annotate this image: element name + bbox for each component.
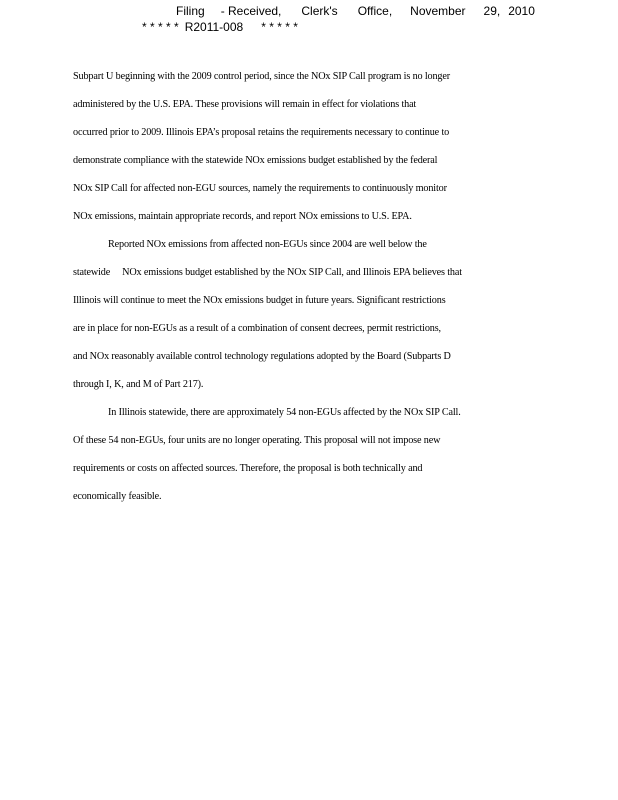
body-line: In Illinois statewide, there are approximately 54 non-EGUs affected by the NOx SIP Call. <box>108 407 461 418</box>
body-line: Reported NOx emissions from affected non-EGUs since 2004 are well below the <box>108 239 427 250</box>
stamp-word: Clerk's <box>301 4 338 18</box>
body-line: statewide NOx emissions budget established by the NOx SIP Call, and Illinois EPA believes that <box>73 267 462 278</box>
stamp-word: Filing <box>176 4 205 18</box>
body-line: NOx emissions, maintain appropriate records, and report NOx emissions to U.S. EPA. <box>73 211 412 222</box>
docket-prefix: * * * * * <box>142 20 179 34</box>
body-line: administered by the U.S. EPA. These provisions will remain in effect for violations that <box>73 99 417 110</box>
body-line: requirements or costs on affected sources. Therefore, the proposal is both technically and <box>73 463 423 474</box>
body-line: Subpart U beginning with the 2009 control period, since the NOx SIP Call program is no longer <box>73 71 450 82</box>
body-line: economically feasible. <box>73 491 162 502</box>
docket-number: R2011-008 <box>184 20 244 34</box>
body-line: occurred prior to 2009. Illinois EPA’s proposal retains the requirements necessary to continue to <box>73 127 450 138</box>
stamp-word: 29, <box>483 4 501 18</box>
stamp-word: - Received, <box>220 4 282 18</box>
stamp-word: Office, <box>357 4 393 18</box>
body-line: are in place for non-EGUs as a result of a combination of consent decrees, permit restrictions, <box>73 323 441 334</box>
body-line: through I, K, and M of Part 217). <box>73 379 204 390</box>
stamp-word: 2010 <box>508 4 535 18</box>
body-line: and NOx reasonably available control technology regulations adopted by the Board (Subparts D <box>73 351 451 362</box>
body-line: Of these 54 non-EGUs, four units are no longer operating. This proposal will not impose new <box>73 435 441 446</box>
body-line: Illinois will continue to meet the NOx emissions budget in future years. Significant restrictions <box>73 295 446 306</box>
stamp-word: November <box>410 4 466 18</box>
filing-stamp <box>176 4 535 18</box>
docket-stamp <box>142 20 298 34</box>
docket-suffix: * * * * * <box>261 20 298 34</box>
body-line: demonstrate compliance with the statewide NOx emissions budget established by the federal <box>73 155 438 166</box>
body-line: NOx SIP Call for affected non-EGU sources, namely the requirements to continuously monitor <box>73 183 447 194</box>
